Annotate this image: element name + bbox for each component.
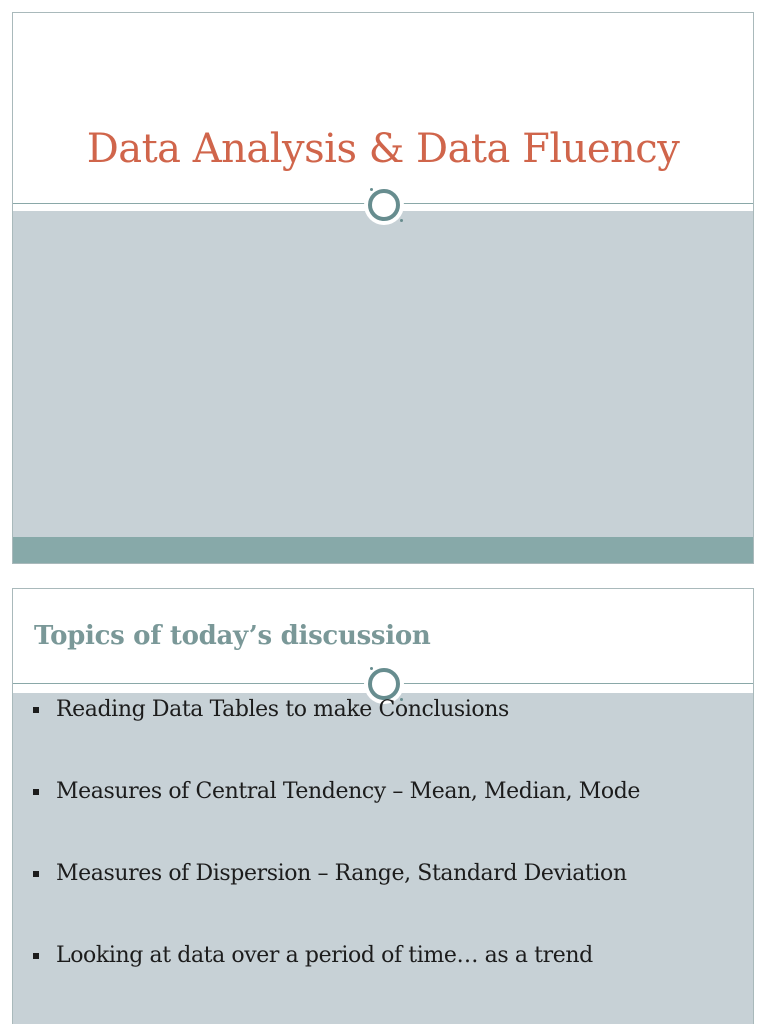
list-item	[13, 939, 753, 1021]
list-item-text: Looking at data over a period of time… as a trend	[56, 943, 593, 968]
title-slide	[12, 12, 754, 564]
ornament-dot	[400, 219, 403, 222]
square-bullet-icon	[33, 871, 39, 877]
content-band	[13, 211, 753, 537]
list-item-text: Measures of Central Tendency – Mean, Median, Mode	[56, 779, 641, 804]
slide-title: Data Analysis & Data Fluency	[86, 126, 680, 172]
list-item	[13, 775, 753, 857]
list-item-text: Reading Data Tables to make Conclusions	[56, 697, 509, 722]
square-bullet-icon	[33, 707, 39, 713]
title-area	[13, 13, 753, 205]
square-bullet-icon	[33, 789, 39, 795]
topics-slide	[12, 588, 754, 1024]
square-bullet-icon	[33, 953, 39, 959]
circle-ornament-icon	[368, 189, 400, 221]
list-item-text: Measures of Dispersion – Range, Standard Deviation	[56, 861, 627, 886]
ornament-dot	[370, 188, 373, 191]
list-item	[13, 693, 753, 775]
topic-list	[13, 693, 753, 1021]
ornament-dot	[370, 667, 373, 670]
footer-accent-bar	[13, 537, 753, 564]
section-title: Topics of today’s discussion	[34, 621, 431, 651]
list-item	[13, 857, 753, 939]
